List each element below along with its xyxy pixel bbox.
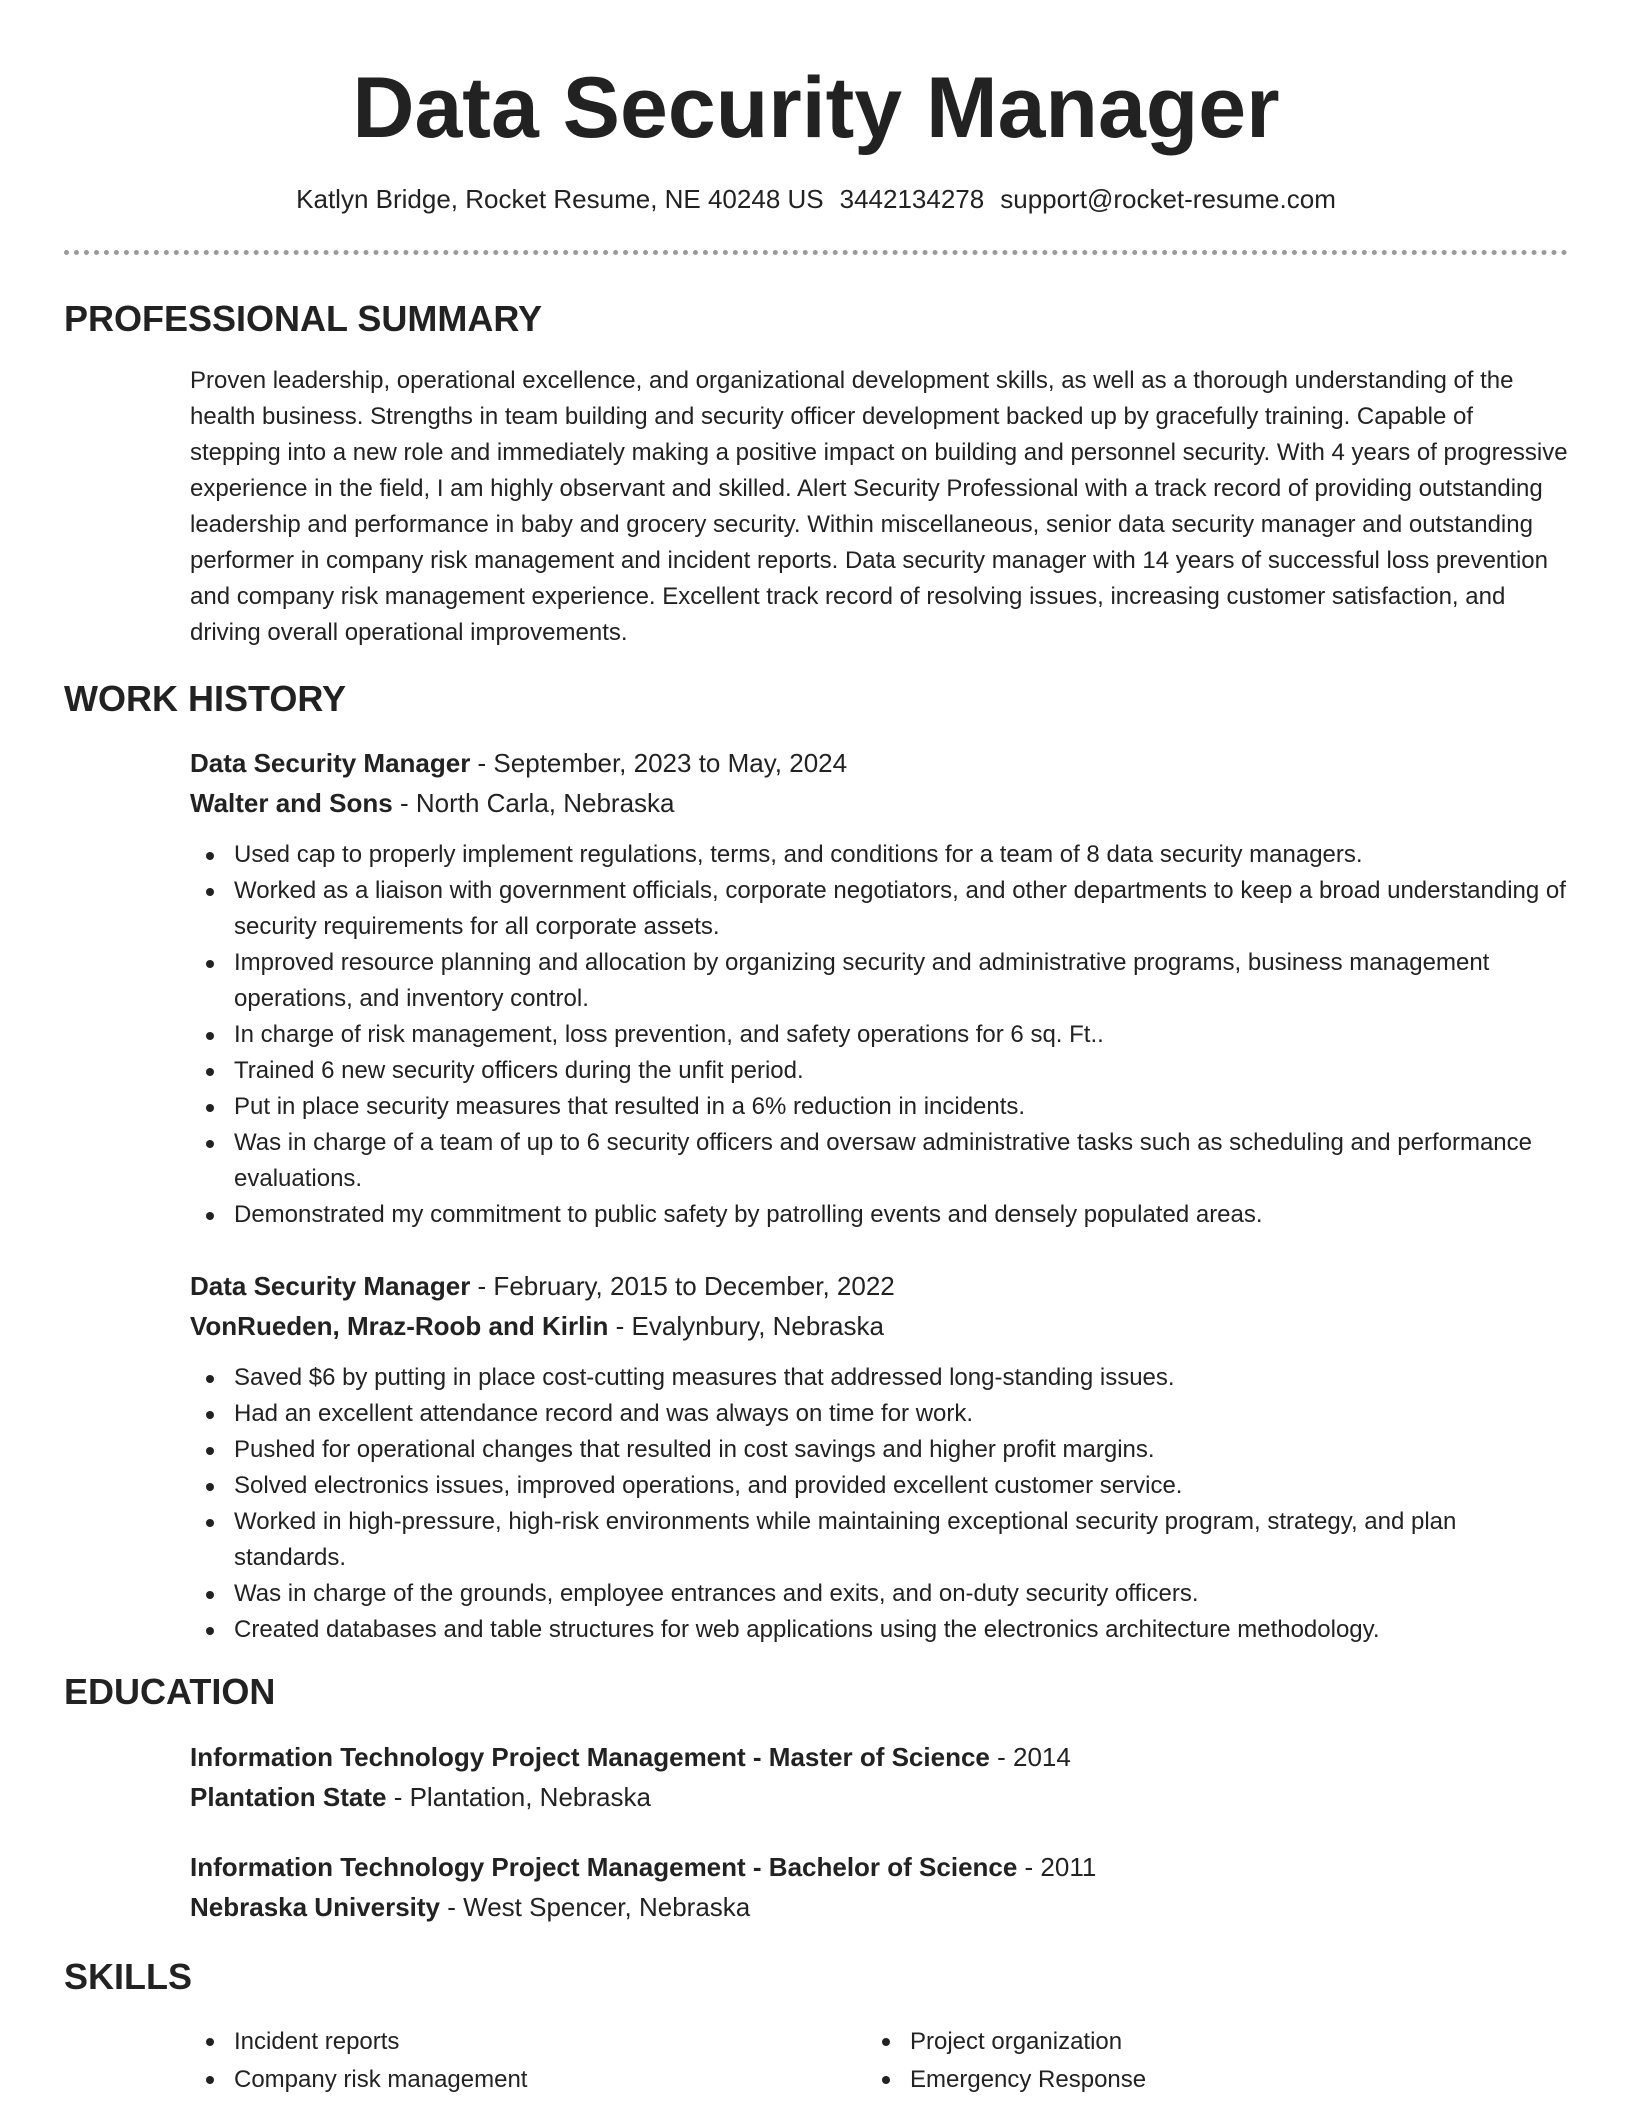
header-divider (64, 250, 1568, 255)
contact-address: Katlyn Bridge, Rocket Resume, NE 40248 US (296, 184, 824, 214)
resume-title: Data Security Manager (352, 60, 1280, 156)
job-bullet: Saved $6 by putting in place cost-cutting measures that addressed long-standing issues. (190, 1360, 1570, 1396)
summary-text: Proven leadership, operational excellence, and organizational development skills, as well as a thorough understanding of the health business. Strengths in team building and security officer development backed up by gracefully training. Capable of stepping into a new role and immediately making a positive impact on building and personnel security. With 4 years of progressive experience in the field, I am highly observant and skilled. Alert Security Professional with a track record of providing outstanding leadership and performance in baby and grocery security. Within miscellaneous, senior data security manager and outstanding performer in company risk management and incident reports. Data security manager with 14 years of successful loss prevention and company risk management experience. Excellent track record of resolving issues, increasing customer satisfaction, and driving overall operational improvements. (190, 367, 1568, 646)
job-dates: - February, 2015 to December, 2022 (470, 1271, 895, 1301)
job-bullet: Used cap to properly implement regulations, terms, and conditions for a team of 8 data security managers. (190, 837, 1570, 873)
job-bullet: Demonstrated my commitment to public safety by patrolling events and densely populated areas. (190, 1197, 1570, 1233)
degree-name: Information Technology Project Management - Bachelor of Science (190, 1852, 1018, 1882)
education-entry (190, 1737, 1570, 1817)
job-bullet: Was in charge of a team of up to 6 security officers and oversaw administrative tasks such as scheduling and performance evaluations. (190, 1125, 1570, 1197)
degree-year: - 2014 (989, 1742, 1071, 1772)
job-bullet: Solved electronics issues, improved operations, and provided excellent customer service. (190, 1468, 1570, 1504)
school-location: - Plantation, Nebraska (386, 1782, 651, 1812)
degree-line (190, 1847, 1570, 1887)
school-location: - West Spencer, Nebraska (440, 1892, 751, 1922)
job-bullet: Put in place security measures that resulted in a 6% reduction in incidents. (190, 1089, 1570, 1125)
job-location: - North Carla, Nebraska (392, 788, 675, 818)
job-dates: - September, 2023 to May, 2024 (470, 748, 848, 778)
job-bullet: Was in charge of the grounds, employee entrances and exits, and on-duty security officers. (190, 1576, 1570, 1612)
job-bullets (190, 1360, 1570, 1648)
education-entry (190, 1847, 1570, 1927)
summary-block (190, 363, 1570, 651)
job-company-line (190, 783, 1570, 823)
job-title-line (190, 743, 1570, 783)
job-bullet: Worked in high-pressure, high-risk environments while maintaining exceptional security program, strategy, and plan standards. (190, 1504, 1570, 1576)
job-bullets (190, 837, 1570, 1233)
contact-phone: 3442134278 (839, 184, 985, 214)
school-name: Plantation State (190, 1782, 387, 1812)
job-entry (190, 1266, 1570, 1648)
job-bullet: Worked as a liaison with government officials, corporate negotiators, and other departments to keep a broad understanding of security requirements for all corporate assets. (190, 873, 1570, 945)
contact-email: support@rocket-resume.com (1000, 184, 1336, 214)
job-bullet: Created databases and table structures for web applications using the electronics architecture methodology. (190, 1612, 1570, 1648)
job-bullet: Pushed for operational changes that resulted in cost savings and higher profit margins. (190, 1432, 1570, 1468)
job-title-line (190, 1266, 1570, 1306)
job-company: Walter and Sons (190, 788, 393, 818)
contact-line (0, 180, 1632, 218)
skills-list (866, 2023, 1506, 2099)
school-line (190, 1777, 1570, 1817)
degree-name: Information Technology Project Management - Master of Science (190, 1742, 990, 1772)
school-name: Nebraska University (190, 1892, 441, 1922)
skill-item: Company risk management (190, 2061, 830, 2099)
skills-heading: SKILLS (64, 1956, 193, 1997)
skills-column-left (190, 2023, 830, 2099)
job-title: Data Security Manager (190, 748, 471, 778)
education-heading: EDUCATION (64, 1671, 276, 1712)
summary-heading: PROFESSIONAL SUMMARY (64, 298, 543, 339)
skills-list (190, 2023, 830, 2099)
job-bullet: Trained 6 new security officers during the unfit period. (190, 1053, 1570, 1089)
job-company-line (190, 1306, 1570, 1346)
job-location: - Evalynbury, Nebraska (608, 1311, 884, 1341)
degree-line (190, 1737, 1570, 1777)
job-company: VonRueden, Mraz-Roob and Kirlin (190, 1311, 609, 1341)
job-bullet: Had an excellent attendance record and was always on time for work. (190, 1396, 1570, 1432)
skill-item: Project organization (866, 2023, 1506, 2061)
job-title: Data Security Manager (190, 1271, 471, 1301)
school-line (190, 1887, 1570, 1927)
degree-year: - 2011 (1017, 1852, 1097, 1882)
skill-item: Incident reports (190, 2023, 830, 2061)
job-entry (190, 743, 1570, 1233)
job-bullet: In charge of risk management, loss prevention, and safety operations for 6 sq. Ft.. (190, 1017, 1570, 1053)
skill-item: Emergency Response (866, 2061, 1506, 2099)
job-bullet: Improved resource planning and allocation by organizing security and administrative programs, business management operations, and inventory control. (190, 945, 1570, 1017)
work-history-heading: WORK HISTORY (64, 678, 347, 719)
skills-column-right (866, 2023, 1506, 2099)
